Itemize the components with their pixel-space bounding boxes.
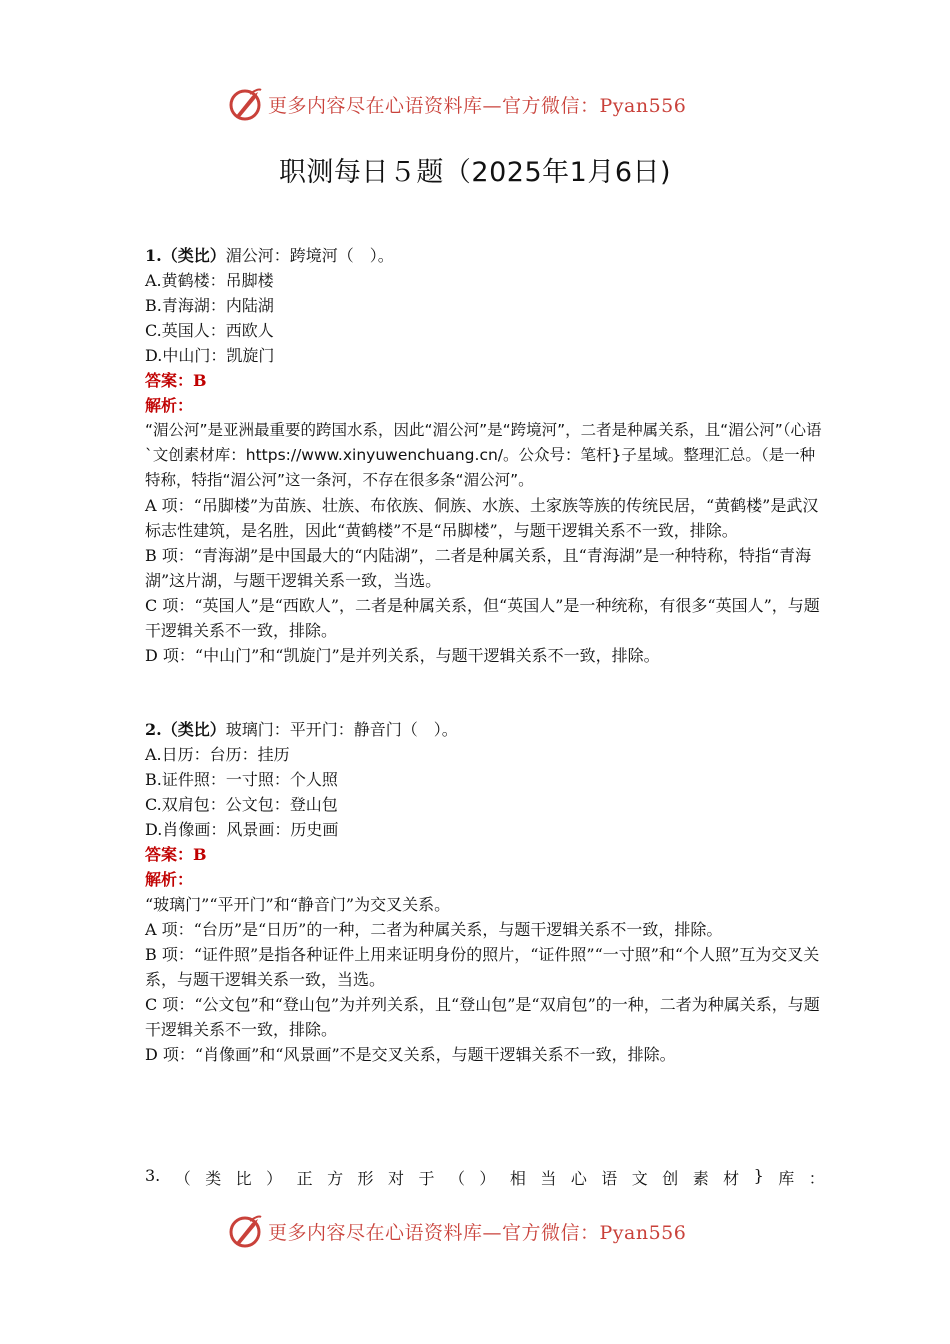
document-body — [145, 243, 825, 1067]
page-title: 职测每日５题（2025年1月6日) — [278, 157, 672, 188]
option-d: D.肖像画：风景画：历史画 — [145, 820, 339, 839]
question-3-char: 心 — [570, 1169, 587, 1188]
question-3-char: 语 — [601, 1169, 618, 1188]
question-3-char: 相 — [509, 1169, 526, 1188]
question-3-char: 类 — [205, 1169, 222, 1188]
analysis-b: B 项：“青海湖”是中国最大的“内陆湖”，二者是种属关系，且“青海湖”是一种特称，特指“青海湖”这片湖，与题干逻辑关系一致，当选。 — [145, 546, 812, 590]
question-3-char: 对 — [388, 1169, 405, 1188]
analysis-b: B 项：“证件照”是指各种证件上用来证明身份的照片，“证件照”“一寸照”和“个人照”互为交叉关系，与题干逻辑关系一致，当选。 — [145, 945, 820, 989]
question-3-char: 当 — [540, 1169, 557, 1188]
analysis-label: 解析： — [145, 870, 194, 889]
analysis-a: A 项：“台历”是“日历”的一种，二者为种属关系，与题干逻辑关系不一致，排除。 — [145, 920, 723, 939]
question-3-char: 素 — [692, 1169, 709, 1188]
question-1 — [145, 243, 825, 668]
footer-banner — [228, 1211, 728, 1251]
pen-logo-icon — [228, 86, 264, 122]
option-b: B.青海湖：内陆湖 — [145, 296, 274, 315]
question-3-char: 库 — [778, 1169, 795, 1188]
analysis-d: D 项：“肖像画”和“风景画”不是交叉关系，与题干逻辑关系不一致，排除。 — [145, 1045, 676, 1064]
analysis-d: D 项：“中山门”和“凯旋门”是并列关系，与题干逻辑关系不一致，排除。 — [145, 646, 660, 665]
question-stem: 2.（类比）玻璃门：平开门：静音门（ ）。 — [145, 720, 458, 739]
option-b: B.证件照：一寸照：个人照 — [145, 770, 338, 789]
option-d: D.中山门：凯旋门 — [145, 346, 275, 365]
question-3-char: ） — [479, 1169, 496, 1188]
analysis-a: A 项：“吊脚楼”为苗族、壮族、布依族、侗族、水族、土家族等族的传统民居，“黄鹤楼”是武汉标志性建筑，是名胜，因此“黄鹤楼”不是“吊脚楼”，与题干逻辑关系不一致，排除。 — [145, 496, 819, 540]
question-3-char: ） — [266, 1169, 283, 1188]
analysis-intro: “湄公河”是亚洲最重要的跨国水系，因此“湄公河”是“跨境河”，二者是种属关系，且“湄公河”（心语`文创素材库：https://www.xinyuwenchuang.cn/。公众号：笔杆}子星域。整理汇总。（是一种特称，特指“湄公河”这一条河，不存在很多条“湄公河”。 — [145, 421, 822, 489]
banner-text: 更多内容尽在心语资料库—官方微信：Pyan556 — [268, 1221, 687, 1244]
analysis-c: C 项：“英国人”是“西欧人”，二者是种属关系，但“英国人”是一种统称，有很多“英国人”，与题干逻辑关系不一致，排除。 — [145, 596, 820, 640]
question-3-char: 于 — [418, 1169, 435, 1188]
question-3-char: 3. — [145, 1166, 161, 1185]
question-3-char: （ — [174, 1169, 191, 1188]
analysis-intro: “玻璃门”“平开门”和“静音门”为交叉关系。 — [145, 895, 451, 914]
option-a: A.日历：台历：挂历 — [145, 745, 290, 764]
question-3-char: } — [753, 1166, 764, 1185]
banner-text: 更多内容尽在心语资料库—官方微信：Pyan556 — [268, 94, 687, 117]
answer-line: 答案：B — [145, 371, 207, 390]
question-3-char: 创 — [662, 1169, 679, 1188]
question-3-char: 比 — [235, 1169, 252, 1188]
answer-line: 答案：B — [145, 845, 207, 864]
header-banner — [228, 84, 728, 124]
option-c: C.双肩包：公文包：登山包 — [145, 795, 338, 814]
question-3-char: 形 — [357, 1169, 374, 1188]
pen-logo-icon — [228, 1213, 264, 1249]
question-3-char: 材 — [723, 1169, 740, 1188]
question-3-char: 正 — [296, 1169, 313, 1188]
question-3-char: 文 — [631, 1169, 648, 1188]
question-3-char: （ — [448, 1169, 465, 1188]
question-stem: 1.（类比）湄公河：跨境河（ ）。 — [145, 246, 394, 265]
analysis-c: C 项：“公文包”和“登山包”为并列关系，且“登山包”是“双肩包”的一种，二者为种属关系，与题干逻辑关系不一致，排除。 — [145, 995, 820, 1039]
question-3-char: 方 — [327, 1169, 344, 1188]
question-3-char: ： — [808, 1169, 825, 1188]
question-2 — [145, 717, 825, 1067]
option-a: A.黄鹤楼：吊脚楼 — [145, 271, 274, 290]
question-3-stem — [145, 1166, 825, 1189]
analysis-label: 解析： — [145, 396, 194, 415]
option-c: C.英国人：西欧人 — [145, 321, 274, 340]
